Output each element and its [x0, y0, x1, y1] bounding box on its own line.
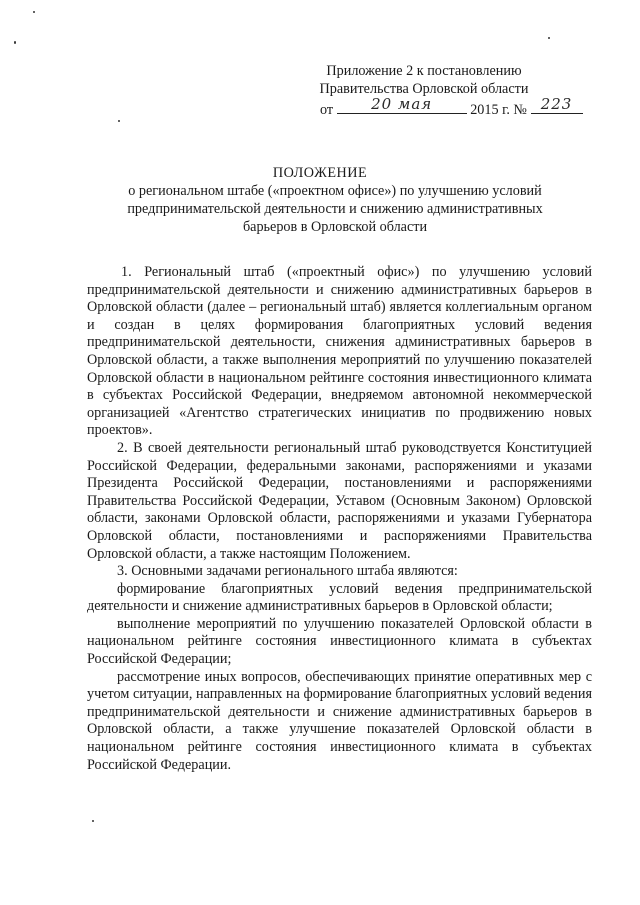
scan-speck: [92, 820, 94, 822]
year-suffix: 2015 г. №: [470, 102, 527, 118]
document-title: ПОЛОЖЕНИЕ: [272, 165, 368, 181]
subtitle-line-1: о региональном штабе («проектном офисе») по улучшению условий: [128, 183, 542, 199]
appendix-line-2: Правительства Орловской области: [319, 81, 529, 97]
task-item-2: выполнение мероприятий по улучшению показателей Орловской области в национальном рейтинге состояния инвестиционного климата в субъектах Российской Федерации;: [87, 615, 592, 668]
handwritten-date: 20 мая: [371, 95, 433, 113]
document-body: [87, 264, 592, 774]
handwritten-number: 223: [540, 95, 573, 113]
task-item-3: рассмотрение иных вопросов, обеспечивающих принятие оперативных мер с учетом ситуации, направленных на формирование благоприятных условий ведения предпринимательской деятельности и снижение административных барьеров в Орловской области, а также улучшение показателей Орловской области в национальном рейтинге состояния инвестиционного климата в субъектах Российской Федерации.: [87, 668, 592, 773]
scan-speck: [118, 120, 120, 122]
paragraph-3: 3. Основными задачами регионального штаба являются:: [117, 563, 458, 580]
subtitle-line-3: барьеров в Орловской области: [242, 219, 428, 235]
subtitle-line-2: предпринимательской деятельности и снижению административных: [127, 201, 543, 217]
decree-date-line: [320, 95, 583, 119]
date-prefix: от: [320, 102, 334, 118]
document-subtitle: [95, 182, 575, 236]
scan-speck: [14, 41, 16, 44]
paragraph-2: 2. В своей деятельности региональный штаб руководствуется Конституцией Российской Федерации, федеральными законами, распоряжениями и указами Президента Российской Федерации, постановлениями и распоряжениями Правительства Российской Федерации, Уставом (Основным Законом) Орловской области, законами Орловской области, распоряжениями и указами Губернатора Орловской области, постановлениями и распоряжениями Правительства Орловской области, а также настоящим Положением.: [87, 439, 592, 562]
task-item-1: формирование благоприятных условий ведения предпринимательской деятельности и снижение административных барьеров в Орловской области;: [87, 580, 592, 615]
date-blank: [337, 95, 467, 114]
appendix-line-1: Приложение 2 к постановлению: [326, 63, 522, 79]
scan-speck: [33, 11, 35, 13]
scan-speck: [548, 37, 550, 39]
paragraph-1: 1. Региональный штаб («проектный офис») по улучшению условий предпринимательской деятельности и снижению административных барьеров в Орловской области (далее – региональный штаб) является коллегиальным органом и создан в целях формирования благоприятных условий ведения предпринимательской деятельности, снижения административных барьеров в Орловской области, а также выполнения мероприятий по улучшению показателей Орловской области в национальном рейтинге состояния инвестиционного климата в субъектах Российской Федерации, внедряемом автономной некоммерческой организацией «Агентство стратегических инициатив по продвижению новых проектов».: [87, 264, 592, 439]
appendix-header: [294, 62, 554, 98]
number-blank: [531, 95, 583, 114]
